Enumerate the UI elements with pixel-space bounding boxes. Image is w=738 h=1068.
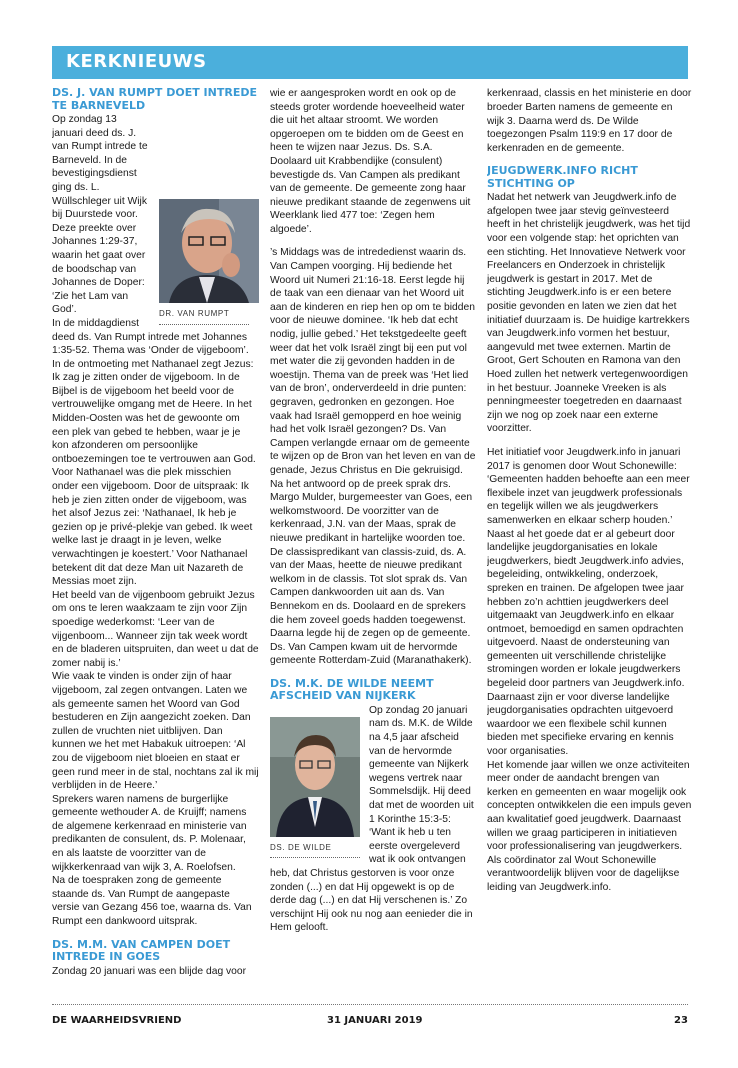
article-3-headline: DS. M.K. DE WILDE NEEMT AFSCHEID VAN NIJKERK bbox=[270, 676, 434, 703]
article-1-photo bbox=[154, 199, 259, 325]
article-1-headline: DS. J. VAN RUMPT DOET INTREDE TE BARNEVELD bbox=[52, 87, 257, 112]
column-1 bbox=[52, 87, 259, 977]
portrait-de-wilde bbox=[270, 717, 360, 837]
portrait-van-rumpt bbox=[159, 199, 259, 303]
article-3-photo bbox=[270, 717, 363, 859]
footer-date: 31 JANUARI 2019 bbox=[327, 1015, 423, 1026]
paragraph: Wie vaak te vinden is onder zijn of haar vijgeboom, zal zegen ontvangen. Laten we als gemeente samen het Woord van God bestuderen en Zijn aangezicht zoeken. Dan zullen de vruchten niet uitblijven. Dan kunnen we het met Habakuk uitroepen: ‘Al zou de vijgeboom niet bloeien en staat er geen rund meer in de stal, nochtans zal ik mij verblijden in de Heere.’ bbox=[52, 671, 259, 792]
paragraph: Zondag 20 januari was een blijde dag voor bbox=[52, 965, 247, 977]
paragraph: Nadat het netwerk van Jeugdwerk.info de afgelopen twee jaar stevig geïnvesteerd heeft in het christelijk jeugdwerk, was het tijd voor een volgende stap: het oprichten van een stichting. Het Innovatieve Netwerk voor Freelancers en Onderzoek in christelijk jeugdwerk is gestart in 2017. Met de stichting Jeugdwerk.info is er een betere positie gevonden en laten we zien dat het initiatief duurzaam is. De huidige kartrekkers van Jeugdwerk.info vormen het bestuur, aangevuld met twee externen. Martin de Groot, Gert Schouten en Ramona van den Hoed zullen het netwerk vertegenwoordigen in het bestuur. Joanneke Vreeken is als penningmeester toegetreden en daarnaast zijn we nog op zoek naar een externe voorzitter. bbox=[487, 192, 691, 435]
column-3 bbox=[487, 87, 692, 977]
section-banner bbox=[52, 46, 688, 79]
footer-page-number: 23 bbox=[674, 1015, 688, 1026]
section-title: KERKNIEUWS bbox=[66, 51, 207, 72]
paragraph: Naast al het goede dat er al gebeurt door landelijke jeugdorganisaties en lokale jeugdwerkers, biedt Jeugdwerk.info advies, begeleiding, ontwikkeling, onderzoek, spreken en trainen. De afgelopen twee jaar hebben zo’n achttien jeugdwerkers deel uitgemaakt van Jeugdwerk.info en elkaar ontmoet, bemoedigd en samen opdrachten uitgevoerd. Naast de ondersteuning van gemeenten uit verschillende christelijke stromingen worden er lokale jeugdwerkers begeleid door partners van Jeugdwerk.info. Daarnaast zijn er voor diverse landelijke jeugdorganisaties opdrachten uitgevoerd waardoor we een flexibele schil kunnen bieden met specifieke ervaring en kennis voor organisaties. bbox=[487, 528, 685, 758]
photo-caption: DS. DE WILDE bbox=[270, 841, 360, 859]
paragraph: kerkenraad, classis en het ministerie en door broeder Barten namens de gemeente en wijk 3. Daarna werd ds. De Wilde toegezongen Psalm 119:9 en 17 door de kerkenraden en de gemeente. bbox=[487, 88, 692, 154]
photo-caption: DR. VAN RUMPT bbox=[159, 307, 249, 325]
column-2 bbox=[270, 87, 477, 977]
footer-publication: DE WAARHEIDSVRIEND bbox=[52, 1015, 182, 1026]
paragraph: Het komende jaar willen we onze activiteiten meer onder de aandacht brengen van kerken en gemeenten en waar mogelijk ook concepten ontwikkelen die een impuls geven aan kwalitatief goed jeugdwerk. Daarnaast willen we graag participeren in initiatieven voor professionalisering van jeugdwerkers. Als coördinator zal Wout Schonewille verantwoordelijk blijven voor de dagelijkse leiding van Jeugdwerk.info. bbox=[487, 759, 692, 893]
paragraph: Het beeld van de vijgenboom gebruikt Jezus om ons te leren waakzaam te zijn voor Zijn spoedige wederkomst: ‘Leer van de vijgenboom... Wanneer zijn tak week wordt en de bladeren uitspruiten, dan weet u dat de zomer nabij is.’ bbox=[52, 589, 259, 669]
article-4-headline: JEUGDWERK.INFO RICHT STICHTING OP bbox=[487, 164, 638, 190]
footer-divider bbox=[52, 1004, 688, 1005]
paragraph: wie er aangesproken wordt en ook op de steeds groter wordende hoeveelheid water die uit het altaar stroomt. We worden opgeroepen om te bidden om de Geest en heen te wijzen naar Jezus. Ds. S.A. Doolaard uit Krabbendijke (consulent) bevestigde ds. Van Campen als predikant van de gemeente. De gemeente zong haar nieuwe predikant staande de zegenwens uit Weerklank lied 477 toe: ‘Zegen hem algoede’. bbox=[270, 87, 471, 235]
paragraph: Op zondag 20 januari nam ds. M.K. de Wilde na 4,5 jaar afscheid van de hervormde gemeente van Nijkerk wegens vertrek naar Sommelsdijk. Hij deed dat met de woorden uit 1 Korinthe 15:3-5: ‘Want ik heb u ten eerste overgeleverd wat ik ook ontvangen heb, dat Christus gestorven is voor onze zonden (...) en dat Hij opgewekt is op de derde dag (...) en dat Hij verschenen is.’ Zo verschijnt Hij ook nu nog aan eenieder die in Hem gelooft. bbox=[270, 704, 474, 934]
paragraph: In de middagdienst deed ds. Van Rumpt intrede met Johannes 1:35-52. Thema was ‘Onder de vijgeboom’. In de ontmoeting met Nathanael zegt Jezus: Ik zag je zitten onder de vijgeboom. In de Bijbel is de vijgeboom het beeld voor de vertrouwelijke omgang met de Heere. In het Midden-Oosten was het de gewoonte om een plek van gebed te hebben, waar je je kon afzonderen om persoonlijke ontboezemingen toe te vertrouwen aan God. Voor Nathanael was die plek misschien onder een vijgeboom. Door de uitspraak: Ik heb je zien zitten onder de vijgeboom, was het alsof Jezus zei: ‘Nathanael, Ik heb je gezien op je privé-plekje van gebed. Ik weet welke last je draagt in je leven, welke verwachtingen je koestert.’ Voor Nathanael betekent dit dat deze Man uit Nazareth de Messias moet zijn. bbox=[52, 317, 256, 588]
paragraph: Na de toespraken zong de gemeente staande ds. Van Rumpt de aangepaste versie van Gezang 456 toe, waarna ds. Van Rumpt een dankwoord uitsprak. bbox=[52, 875, 252, 928]
paragraph: Op zondag 13 januari deed ds. J. van Rumpt intrede te Barneveld. In de bevestigingsdienst ging ds. L. Wüllschleger uit Wijk bij Duurstede voor. Deze preekte over Johannes 1:29-37, waarin het gaat over de boodschap van Johannes de Doper: ‘Zie het Lam van God’. bbox=[52, 114, 148, 316]
paragraph: Na het antwoord op de preek sprak drs. Margo Mulder, burgemeester van Goes, een welkomstwoord. De voorzitter van de kerkenraad, J.N. van der Maas, sprak de nieuwe predikant in hartelijke woorden toe. De classispredikant van classis-zuid, ds. A. van der Maas, heette de nieuwe predikant welkom in de classis. Tot slot sprak ds. Van Campen dankwoorden uit aan ds. Van Bennekom en ds. Doolaard en de sprekers die hem zoveel goeds hadden toegewenst. Daarna legde hij de zegen op de gemeente. Ds. Van Campen kwam uit de hervormde gemeente Rotterdam-Zuid (Maranathakerk). bbox=[270, 478, 473, 667]
paragraph: ’s Middags was de intrededienst waarin ds. Van Campen voorging. Hij bediende het Woord uit Numeri 21:16-18. Eerst legde hij de taak van een dienaar van het Woord uit aan de kinderen en riep hen op om te bidden voor de nieuwe dominee. ‘Ik heb dat echt nodig, jullie gebed.’ Het tekstgedeelte geeft weer dat het volk Israël zingt bij een put vol met water die zij gevonden hadden in de woestijn. Thema van de preek was ‘Het lied van de bron’, onderverdeeld in drie punten: gegraven, gedronken en gezongen. Hoe vaak had Israël gemopperd en hoe weinig had het volk Israël gezongen? Ds. Van Campen verlangde ernaar om de gemeente te wijzen op de Bron van het leven en van de genade, Jezus Christus en Die gekruisigd. bbox=[270, 247, 476, 476]
paragraph: Het initiatief voor Jeugdwerk.info in januari 2017 is genomen door Wout Schonewille: ‘Gemeenten hadden behoefte aan een meer flexibele inzet van jeugdwerk professionals en tegelijk willen we als jeugdwerkers samenwerken en elkaar scherp houden.’ bbox=[487, 446, 690, 526]
paragraph: Sprekers waren namens de burgerlijke gemeente wethouder A. de Kruijff; namens de algemene kerkenraad en ministerie van predikanten de consulent, ds. P. Molenaar, en als laatste de voorzitter van de wijkkerkenraad van wijk 3, A. Roelofsen. bbox=[52, 793, 247, 873]
article-2-headline: DS. M.M. VAN CAMPEN DOET INTREDE IN GOES bbox=[52, 937, 231, 964]
